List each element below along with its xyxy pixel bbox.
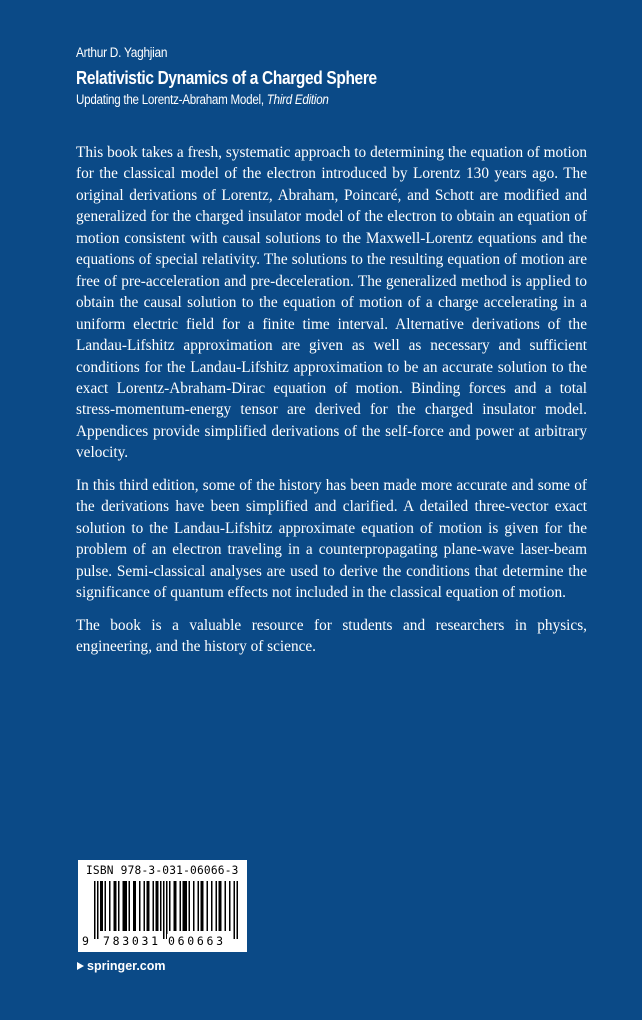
isbn-label: ISBN 978-3-031-06066-3 — [86, 864, 239, 877]
barcode-digit-first: 9 — [82, 934, 89, 948]
isbn-barcode-panel — [78, 860, 247, 952]
barcode-icon — [94, 881, 240, 939]
edition-label: Third Edition — [266, 92, 329, 107]
cover-header — [76, 44, 596, 109]
author-name: Arthur D. Yaghjian — [76, 45, 168, 60]
book-subtitle — [76, 91, 523, 109]
springer-link-text: springer.com — [87, 959, 166, 973]
description-paragraph: This book takes a fresh, systematic approach to determining the equation of motion for the classical model of the electron introduced by Lorentz 130 years ago. The original derivations of Lorentz, Abraham, Poincaré, and Schott are modified and generalized for the charged insulator model of the electron to obtain an equation of motion consistent with causal solutions to the Maxwell-Lorentz equations and the equations of special relativity. The solutions to the resulting equation of motion are free of pre-acceleration and pre-deceleration. The generalized method is applied to obtain the causal solution to the equation of motion of a charge accelerating in a uniform electric field for a finite time interval. Alternative derivations of the Landau-Lifshitz approximation are given as well as necessary and sufficient conditions for the Landau-Lifshitz approximation to be an accurate solution to the exact Lorentz-Abraham-Dirac equation of motion. Binding forces and a total stress-momentum-energy tensor are derived for the charged insulator model. Appendices provide simplified derivations of the self-force and power at arbitrary velocity. — [76, 144, 587, 462]
book-description — [76, 142, 587, 668]
barcode-digits-right: 060663 — [168, 934, 226, 948]
subtitle-text: Updating the Lorentz-Abraham Model, — [76, 92, 267, 107]
barcode-digits-left: 783031 — [103, 934, 161, 948]
play-arrow-icon — [77, 962, 84, 970]
book-title: Relativistic Dynamics of a Charged Sphere — [76, 68, 377, 88]
description-paragraph: The book is a valuable resource for students and researchers in physics, engineering, and the history of science. — [76, 616, 587, 655]
springer-link[interactable] — [77, 958, 166, 974]
description-paragraph: In this third edition, some of the history has been made more accurate and some of the derivations have been simplified and clarified. A detailed three-vector exact solution to the Landau-Lifshitz approximate equation of motion is given for the problem of an electron traveling in a counterpropagating plane-wave laser-beam pulse. Semi-classical analyses are used to derive the conditions that determine the significance of quantum effects not included in the classical equation of motion. — [76, 476, 587, 602]
